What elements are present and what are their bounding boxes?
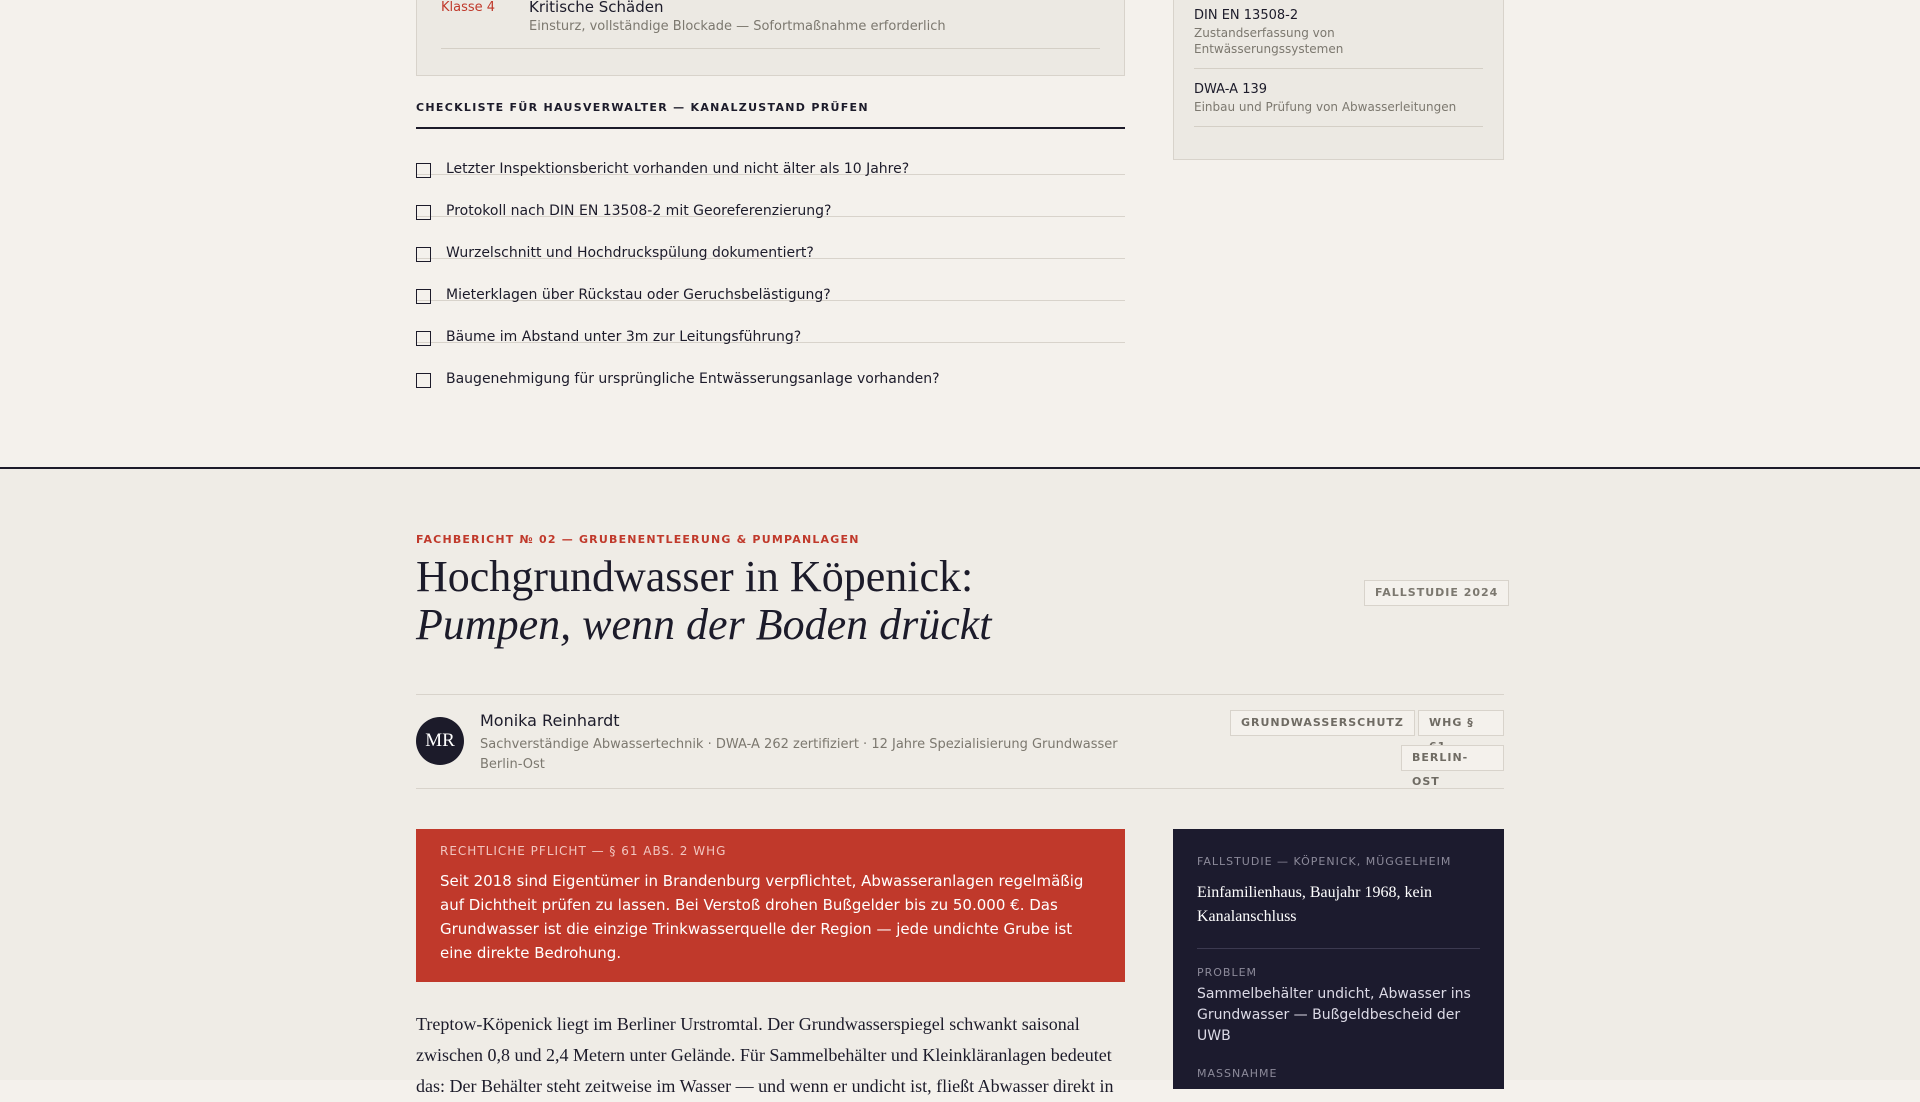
divider [1197,948,1480,949]
norm-item [1194,82,1483,127]
problem-label: PROBLEM [1197,966,1258,979]
tag-grundwasserschutz[interactable]: GRUNDWASSERSCHUTZ [1230,710,1415,736]
problem-text: Sammelbehälter undicht, Abwasser ins Grundwasser — Bußgeldbescheid der UWB [1197,986,1471,1044]
author-name: Monika Reinhardt [480,711,620,730]
measure-label: MASSNAHME [1197,1067,1278,1080]
checklist-item-label: Wurzelschnitt und Hochdruckspülung dokumentiert? [446,245,814,261]
norms-sidebar [1173,0,1504,160]
damage-class-row [441,0,1100,49]
checklist-item-label: Protokoll nach DIN EN 13508-2 mit Georeferenzierung? [446,203,832,219]
damage-class-label: Klasse 4 [441,0,496,15]
checklist-item[interactable] [416,175,1125,217]
tag-berlin-ost[interactable]: BERLIN-OST [1401,745,1504,771]
case-study-panel [1173,829,1504,1089]
article-headline [416,553,1116,649]
checklist-heading: CHECKLISTE FÜR HAUSVERWALTER — KANALZUSTAND PRÜFEN [416,101,1125,129]
headline-line-1: Hochgrundwasser in Köpenick: [416,552,974,601]
headline-line-2: Pumpen, wenn der Boden drückt [416,600,992,649]
norm-item [1194,8,1483,69]
checklist-item-label: Bäume im Abstand unter 3m zur Leitungsführung? [446,329,802,345]
article-section [0,469,1920,1096]
norm-description: Einbau und Prüfung von Abwasserleitungen [1194,100,1457,114]
case-study-title: Einfamilienhaus, Baujahr 1968, kein Kanalanschluss [1197,884,1433,925]
upper-section [0,0,1920,467]
avatar: MR [416,717,464,765]
checklist-item[interactable] [416,301,1125,343]
checklist [416,133,1125,387]
checklist-item-label: Baugenehmigung für ursprüngliche Entwässerungsanlage vorhanden? [446,371,940,387]
checklist-item[interactable] [416,217,1125,259]
checklist-item[interactable] [416,259,1125,301]
legal-notice [416,829,1125,982]
article-kicker: FACHBERICHT № 02 — GRUBENENTLEERUNG & PUMPANLAGEN [416,533,860,546]
case-study-badge: FALLSTUDIE 2024 [1364,580,1509,606]
norm-title: DWA-A 139 [1194,82,1268,97]
checklist-item[interactable] [416,343,1125,387]
checklist-item-label: Mieterklagen über Rückstau oder Geruchsbelästigung? [446,287,831,303]
damage-class-title: Kritische Schäden [529,0,664,16]
author-credentials: Sachverständige Abwassertechnik · DWA-A 262 zertifiziert · 12 Jahre Spezialisierung Grundwasser Berlin-Ost [480,737,1118,772]
checklist-item-label: Letzter Inspektionsbericht vorhanden und nicht älter als 10 Jahre? [446,161,910,177]
tag-whg[interactable]: WHG § [1418,710,1504,736]
case-study-kicker: FALLSTUDIE — KÖPENICK, MÜGGELHEIM [1197,855,1452,868]
norm-title: DIN EN 13508-2 [1194,8,1299,23]
legal-notice-label: RECHTLICHE PFLICHT — § 61 ABS. 2 WHG [440,844,727,858]
legal-notice-text: Seit 2018 sind Eigentümer in Brandenburg verpflichtet, Abwasseranlagen regelmäßig auf Dichtheit prüfen zu lassen. Bei Verstoß drohen Bußgelder bis zu 50.000 €. Das Grundwasser ist die einzige Trinkwasserquelle der Region — jede undichte Grube ist eine direkte Bedrohung. [440,872,1084,962]
damage-class-description: Einsturz, vollständige Blockade — Sofortmaßnahme erforderlich [529,19,946,34]
checkbox[interactable] [416,373,431,388]
article-body: Treptow-Köpenick liegt im Berliner Urstromtal. Der Grundwasserspiegel schwankt saisonal zwischen 0,8 und 2,4 Metern unter Gelände. Für Sammelbehälter und Kleinkläranlagen bedeutet das: Der Behälter steht zeitweise im Wasser — und wenn er undicht ist, fließt Abwasser direkt in [416,1014,1114,1096]
author-bar [416,694,1504,789]
norm-description: Zustandserfassung von Entwässerungssystemen [1194,26,1344,56]
checklist-item[interactable] [416,133,1125,175]
damage-class-card [416,0,1125,76]
